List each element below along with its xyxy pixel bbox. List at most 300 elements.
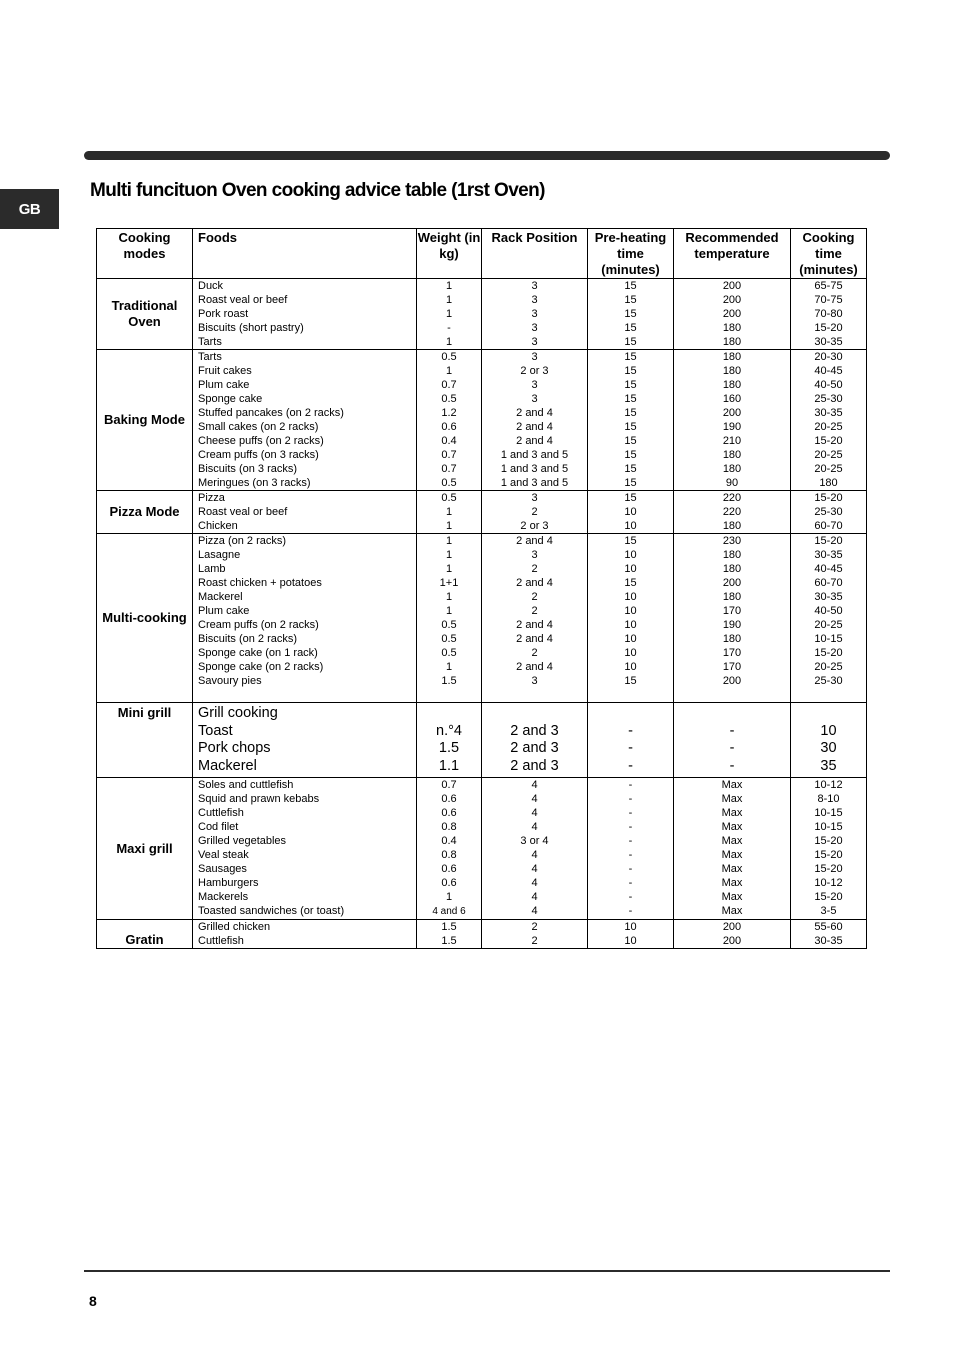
weight-cell: 1	[417, 890, 482, 904]
preheat-cell: -	[588, 834, 674, 848]
rack-cell: 2	[482, 920, 588, 935]
temp-cell: 200	[674, 406, 791, 420]
weight-cell: 1.2	[417, 406, 482, 420]
temp-cell: 180	[674, 448, 791, 462]
food-cell: Sausages	[193, 862, 417, 876]
food-cell: Soles and cuttlefish	[193, 778, 417, 793]
table-row	[97, 632, 867, 646]
food-cell: Cuttlefish	[193, 934, 417, 949]
rack-cell: 3	[482, 491, 588, 506]
time-cell: 30	[791, 740, 867, 758]
empty-cell	[674, 688, 791, 703]
empty-cell	[417, 688, 482, 703]
rack-cell: 4	[482, 862, 588, 876]
header-preheating-time: Pre-heating time (minutes)	[588, 229, 674, 279]
preheat-cell: 15	[588, 462, 674, 476]
header-cooking-time: Cooking time (minutes)	[791, 229, 867, 279]
weight-cell: 1	[417, 548, 482, 562]
food-cell: Sponge cake (on 2 racks)	[193, 660, 417, 674]
rack-cell: 2	[482, 604, 588, 618]
food-cell: Plum cake	[193, 378, 417, 392]
rack-cell: 3	[482, 279, 588, 294]
cooking-mode-cell: Maxi grill	[97, 778, 193, 920]
footer-rule	[84, 1270, 890, 1272]
rack-cell: 2 and 3	[482, 740, 588, 758]
rack-cell: 3	[482, 378, 588, 392]
header-rule	[84, 151, 890, 160]
time-cell: 15-20	[791, 534, 867, 549]
table-row	[97, 505, 867, 519]
weight-cell: 1+1	[417, 576, 482, 590]
time-cell: 30-35	[791, 548, 867, 562]
preheat-cell: 10	[588, 646, 674, 660]
time-cell: 10	[791, 723, 867, 741]
weight-cell: 1	[417, 307, 482, 321]
food-cell: Mackerel	[193, 758, 417, 778]
cooking-mode-cell: Mini grill	[97, 703, 193, 778]
temp-cell: 180	[674, 462, 791, 476]
rack-cell: 4	[482, 904, 588, 920]
food-cell: Tarts	[193, 350, 417, 365]
rack-cell: 2	[482, 646, 588, 660]
rack-cell: 2	[482, 505, 588, 519]
weight-cell	[417, 703, 482, 723]
time-cell: 8-10	[791, 792, 867, 806]
mode-group	[97, 350, 867, 491]
header-row	[97, 229, 867, 279]
weight-cell: 1	[417, 519, 482, 534]
time-cell: 15-20	[791, 321, 867, 335]
weight-cell: 1	[417, 590, 482, 604]
rack-cell: 2	[482, 934, 588, 949]
table-row	[97, 674, 867, 688]
temp-cell: Max	[674, 778, 791, 793]
preheat-cell: 15	[588, 293, 674, 307]
mode-group	[97, 703, 867, 778]
weight-cell: 0.6	[417, 806, 482, 820]
table-row	[97, 434, 867, 448]
time-cell: 20-25	[791, 660, 867, 674]
temp-cell: 190	[674, 618, 791, 632]
preheat-cell: 15	[588, 534, 674, 549]
header-cooking-modes: Cooking modes	[97, 229, 193, 279]
table-row	[97, 462, 867, 476]
rack-cell: 2 or 3	[482, 364, 588, 378]
cooking-mode-cell: Traditional Oven	[97, 279, 193, 350]
temp-cell: Max	[674, 904, 791, 920]
temp-cell: 180	[674, 548, 791, 562]
food-cell: Pizza	[193, 491, 417, 506]
food-cell: Toasted sandwiches (or toast)	[193, 904, 417, 920]
weight-cell: 1	[417, 604, 482, 618]
preheat-cell: 10	[588, 562, 674, 576]
rack-cell: 4	[482, 876, 588, 890]
time-cell	[791, 703, 867, 723]
food-cell: Squid and prawn kebabs	[193, 792, 417, 806]
temp-cell	[674, 703, 791, 723]
rack-cell: 3	[482, 674, 588, 688]
temp-cell: 210	[674, 434, 791, 448]
preheat-cell: 10	[588, 519, 674, 534]
time-cell: 10-15	[791, 806, 867, 820]
time-cell: 3-5	[791, 904, 867, 920]
table-row	[97, 934, 867, 949]
temp-cell: -	[674, 758, 791, 778]
time-cell: 40-45	[791, 364, 867, 378]
rack-cell: 3	[482, 335, 588, 350]
weight-cell: -	[417, 321, 482, 335]
preheat-cell: -	[588, 792, 674, 806]
temp-cell: 180	[674, 632, 791, 646]
food-cell: Meringues (on 3 racks)	[193, 476, 417, 491]
table-row	[97, 335, 867, 350]
table-row	[97, 876, 867, 890]
time-cell: 60-70	[791, 576, 867, 590]
preheat-cell: 15	[588, 350, 674, 365]
food-cell: Toast	[193, 723, 417, 741]
weight-cell: 1	[417, 505, 482, 519]
preheat-cell: 15	[588, 335, 674, 350]
table-row	[97, 820, 867, 834]
rack-cell: 4	[482, 778, 588, 793]
time-cell: 10-12	[791, 876, 867, 890]
temp-cell: 190	[674, 420, 791, 434]
food-cell: Lasagne	[193, 548, 417, 562]
page-title: Multi funcituon Oven cooking advice table (1rst Oven)	[90, 180, 545, 201]
temp-cell: 220	[674, 491, 791, 506]
rack-cell: 3	[482, 307, 588, 321]
rack-cell: 2 and 4	[482, 632, 588, 646]
preheat-cell: 10	[588, 604, 674, 618]
table-row	[97, 646, 867, 660]
food-cell: Grill cooking	[193, 703, 417, 723]
time-cell: 15-20	[791, 834, 867, 848]
preheat-cell: -	[588, 740, 674, 758]
time-cell: 15-20	[791, 862, 867, 876]
temp-cell: 180	[674, 364, 791, 378]
temp-cell: 200	[674, 307, 791, 321]
table-row	[97, 406, 867, 420]
temp-cell: 180	[674, 321, 791, 335]
time-cell: 180	[791, 476, 867, 491]
food-cell: Chicken	[193, 519, 417, 534]
table-row	[97, 740, 867, 758]
food-cell: Small cakes (on 2 racks)	[193, 420, 417, 434]
rack-cell: 3	[482, 293, 588, 307]
food-cell: Biscuits (on 3 racks)	[193, 462, 417, 476]
food-cell: Cream puffs (on 3 racks)	[193, 448, 417, 462]
header-recommended-temperature: Recommended temperature	[674, 229, 791, 279]
table-row	[97, 562, 867, 576]
table-row	[97, 321, 867, 335]
preheat-cell: 10	[588, 920, 674, 935]
preheat-cell: -	[588, 890, 674, 904]
food-cell: Pork chops	[193, 740, 417, 758]
table-row	[97, 723, 867, 741]
temp-cell: 200	[674, 576, 791, 590]
temp-cell: 200	[674, 293, 791, 307]
table-row	[97, 350, 867, 365]
weight-cell: 0.5	[417, 618, 482, 632]
weight-cell: 0.5	[417, 392, 482, 406]
preheat-cell: -	[588, 723, 674, 741]
time-cell: 70-80	[791, 307, 867, 321]
weight-cell: 0.7	[417, 778, 482, 793]
preheat-cell: -	[588, 848, 674, 862]
time-cell: 20-25	[791, 448, 867, 462]
rack-cell: 2 and 3	[482, 723, 588, 741]
temp-cell: Max	[674, 834, 791, 848]
time-cell: 20-25	[791, 618, 867, 632]
table-row	[97, 703, 867, 723]
time-cell: 15-20	[791, 890, 867, 904]
time-cell: 70-75	[791, 293, 867, 307]
empty-cell	[482, 688, 588, 703]
temp-cell: 160	[674, 392, 791, 406]
rack-cell: 2 and 4	[482, 434, 588, 448]
rack-cell: 1 and 3 and 5	[482, 476, 588, 491]
weight-cell: 0.6	[417, 420, 482, 434]
preheat-cell: -	[588, 820, 674, 834]
table-row	[97, 778, 867, 793]
food-cell: Biscuits (short pastry)	[193, 321, 417, 335]
table-row	[97, 491, 867, 506]
weight-cell: 1	[417, 534, 482, 549]
preheat-cell: 15	[588, 420, 674, 434]
temp-cell: 200	[674, 920, 791, 935]
mode-group	[97, 920, 867, 949]
preheat-cell: 15	[588, 434, 674, 448]
table-row	[97, 618, 867, 632]
preheat-cell	[588, 703, 674, 723]
weight-cell: 0.7	[417, 462, 482, 476]
preheat-cell: 10	[588, 618, 674, 632]
weight-cell: 1	[417, 660, 482, 674]
rack-cell: 2 and 4	[482, 576, 588, 590]
temp-cell: 230	[674, 534, 791, 549]
rack-cell: 3	[482, 350, 588, 365]
table-row	[97, 920, 867, 935]
temp-cell: 220	[674, 505, 791, 519]
weight-cell: 0.4	[417, 434, 482, 448]
preheat-cell: 15	[588, 576, 674, 590]
table-row	[97, 378, 867, 392]
table-row	[97, 420, 867, 434]
mode-group	[97, 534, 867, 703]
table-row	[97, 862, 867, 876]
food-cell: Savoury pies	[193, 674, 417, 688]
preheat-cell: -	[588, 876, 674, 890]
table-row	[97, 307, 867, 321]
preheat-cell: 15	[588, 307, 674, 321]
temp-cell: Max	[674, 862, 791, 876]
table-row	[97, 279, 867, 294]
table-row	[97, 576, 867, 590]
temp-cell: 180	[674, 590, 791, 604]
time-cell: 15-20	[791, 434, 867, 448]
cooking-advice-table	[96, 228, 867, 949]
table-row	[97, 904, 867, 920]
weight-cell: 1.5	[417, 920, 482, 935]
header-rack-position: Rack Position	[482, 229, 588, 279]
mode-group	[97, 491, 867, 534]
mode-group	[97, 778, 867, 920]
preheat-cell: -	[588, 806, 674, 820]
table-row	[97, 834, 867, 848]
rack-cell: 3	[482, 548, 588, 562]
rack-cell: 1 and 3 and 5	[482, 462, 588, 476]
temp-cell: 90	[674, 476, 791, 491]
weight-cell: 0.8	[417, 820, 482, 834]
rack-cell: 4	[482, 848, 588, 862]
time-cell: 10-12	[791, 778, 867, 793]
weight-cell: 1.5	[417, 740, 482, 758]
preheat-cell: 15	[588, 674, 674, 688]
time-cell: 25-30	[791, 505, 867, 519]
time-cell: 25-30	[791, 674, 867, 688]
rack-cell: 1 and 3 and 5	[482, 448, 588, 462]
table-row	[97, 590, 867, 604]
weight-cell: 1.5	[417, 674, 482, 688]
header-foods: Foods	[193, 229, 417, 279]
weight-cell: 0.7	[417, 378, 482, 392]
rack-cell: 3	[482, 392, 588, 406]
rack-cell: 2 and 4	[482, 660, 588, 674]
weight-cell: 1	[417, 279, 482, 294]
preheat-cell: 15	[588, 448, 674, 462]
rack-cell: 2 and 4	[482, 420, 588, 434]
preheat-cell: 10	[588, 632, 674, 646]
weight-cell: 0.8	[417, 848, 482, 862]
table-row	[97, 476, 867, 491]
preheat-cell: -	[588, 904, 674, 920]
time-cell: 15-20	[791, 491, 867, 506]
temp-cell: 180	[674, 519, 791, 534]
table-row	[97, 519, 867, 534]
rack-cell: 2 and 4	[482, 618, 588, 632]
table-row	[97, 660, 867, 674]
table-row	[97, 448, 867, 462]
rack-cell: 2 and 3	[482, 758, 588, 778]
time-cell: 40-45	[791, 562, 867, 576]
rack-cell: 4	[482, 792, 588, 806]
temp-cell: Max	[674, 820, 791, 834]
temp-cell: Max	[674, 792, 791, 806]
page-number: 8	[89, 1293, 97, 1309]
food-cell: Pizza (on 2 racks)	[193, 534, 417, 549]
temp-cell: 180	[674, 350, 791, 365]
rack-cell: 2 or 3	[482, 519, 588, 534]
header-weight: Weight (in kg)	[417, 229, 482, 279]
time-cell: 30-35	[791, 590, 867, 604]
cooking-mode-cell: Pizza Mode	[97, 491, 193, 534]
weight-cell: 0.5	[417, 350, 482, 365]
mode-group	[97, 279, 867, 350]
preheat-cell: 15	[588, 406, 674, 420]
time-cell: 35	[791, 758, 867, 778]
weight-cell: 1	[417, 562, 482, 576]
table-row	[97, 534, 867, 549]
weight-cell: 0.6	[417, 876, 482, 890]
time-cell: 40-50	[791, 378, 867, 392]
food-cell: Stuffed pancakes (on 2 racks)	[193, 406, 417, 420]
time-cell: 40-50	[791, 604, 867, 618]
preheat-cell: -	[588, 862, 674, 876]
preheat-cell: -	[588, 778, 674, 793]
food-cell: Grilled vegetables	[193, 834, 417, 848]
temp-cell: -	[674, 723, 791, 741]
table-row	[97, 604, 867, 618]
weight-cell: 1.1	[417, 758, 482, 778]
food-cell: Fruit cakes	[193, 364, 417, 378]
time-cell: 20-25	[791, 462, 867, 476]
food-cell: Grilled chicken	[193, 920, 417, 935]
food-cell: Hamburgers	[193, 876, 417, 890]
food-cell: Tarts	[193, 335, 417, 350]
time-cell: 15-20	[791, 848, 867, 862]
time-cell: 30-35	[791, 335, 867, 350]
preheat-cell: 15	[588, 392, 674, 406]
table-row	[97, 364, 867, 378]
time-cell: 65-75	[791, 279, 867, 294]
food-cell: Roast chicken + potatoes	[193, 576, 417, 590]
food-cell: Roast veal or beef	[193, 293, 417, 307]
weight-cell: 0.5	[417, 646, 482, 660]
temp-cell: Max	[674, 876, 791, 890]
table-row	[97, 548, 867, 562]
time-cell: 60-70	[791, 519, 867, 534]
weight-cell	[417, 904, 482, 920]
temp-cell: 180	[674, 378, 791, 392]
language-tab: GB	[0, 189, 59, 229]
preheat-cell: 10	[588, 934, 674, 949]
temp-cell: 170	[674, 660, 791, 674]
time-cell: 55-60	[791, 920, 867, 935]
time-cell: 20-30	[791, 350, 867, 365]
temp-cell: 180	[674, 335, 791, 350]
rack-cell: 2 and 4	[482, 534, 588, 549]
food-cell: Duck	[193, 279, 417, 294]
food-cell: Roast veal or beef	[193, 505, 417, 519]
food-cell: Veal steak	[193, 848, 417, 862]
rack-cell: 4	[482, 806, 588, 820]
table-row	[97, 392, 867, 406]
temp-cell: 200	[674, 934, 791, 949]
time-cell: 25-30	[791, 392, 867, 406]
spacer-row	[97, 688, 867, 703]
time-cell: 15-20	[791, 646, 867, 660]
preheat-cell: -	[588, 758, 674, 778]
weight-cell: 1	[417, 364, 482, 378]
rack-cell: 4	[482, 890, 588, 904]
food-cell: Plum cake	[193, 604, 417, 618]
food-cell: Sponge cake (on 1 rack)	[193, 646, 417, 660]
empty-cell	[588, 688, 674, 703]
weight-cell: 0.5	[417, 491, 482, 506]
weight-value: 4 and 6	[432, 906, 466, 917]
preheat-cell: 15	[588, 364, 674, 378]
weight-cell: 1	[417, 335, 482, 350]
preheat-cell: 15	[588, 279, 674, 294]
time-cell: 20-25	[791, 420, 867, 434]
time-cell: 30-35	[791, 406, 867, 420]
empty-cell	[791, 688, 867, 703]
food-cell: Pork roast	[193, 307, 417, 321]
weight-cell: 1	[417, 293, 482, 307]
rack-cell: 2 and 4	[482, 406, 588, 420]
temp-cell: Max	[674, 890, 791, 904]
table-row	[97, 792, 867, 806]
